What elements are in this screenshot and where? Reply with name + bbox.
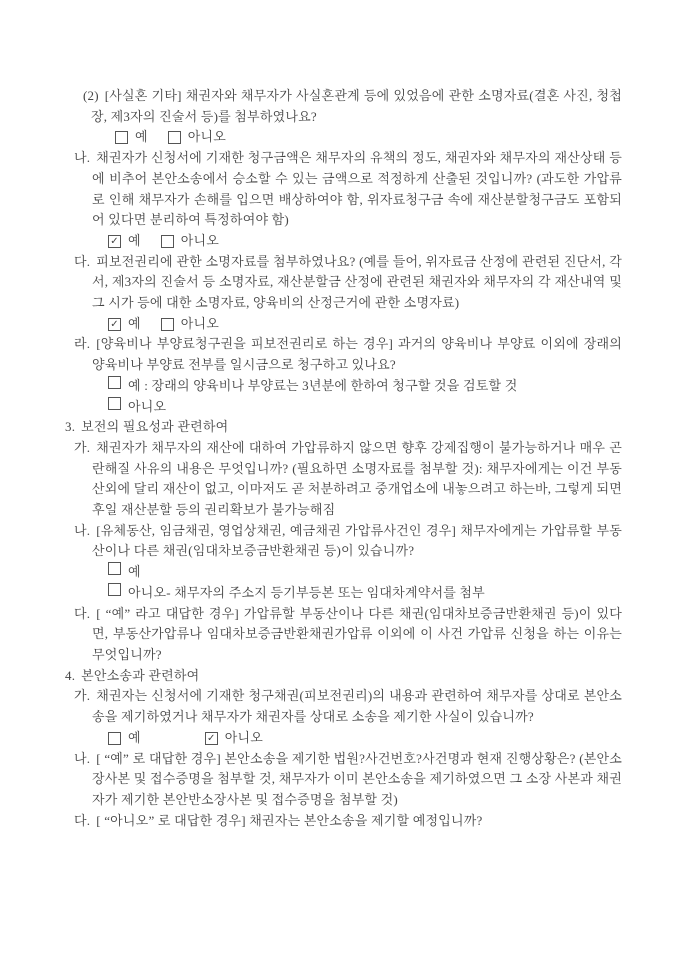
option-no[interactable] — [108, 397, 166, 418]
checkbox-row — [0, 728, 680, 749]
question-item-ra-child-support — [0, 334, 680, 375]
section-number: 3. — [65, 419, 76, 435]
option-label: 아니오 — [187, 129, 227, 145]
checkbox-line — [0, 562, 680, 583]
question-item-da-supporting-docs — [0, 252, 680, 314]
item-label: 라. — [74, 336, 91, 352]
option-yes[interactable] — [108, 562, 141, 583]
question-item-da-if-yes-reason — [0, 604, 680, 666]
checkbox-icon[interactable] — [108, 562, 121, 575]
question-item-na-other-assets — [0, 521, 680, 562]
checkbox-icon[interactable] — [161, 235, 174, 248]
question-item-na-claim-amount — [0, 148, 680, 231]
option-no[interactable] — [205, 728, 263, 749]
checkbox-icon[interactable] — [108, 583, 121, 596]
checkbox-icon[interactable] — [168, 131, 181, 144]
option-no[interactable] — [108, 583, 485, 604]
section-heading-4 — [0, 666, 680, 687]
option-no[interactable] — [168, 127, 226, 148]
checkbox-icon[interactable] — [108, 376, 121, 389]
checkbox-line — [0, 397, 680, 418]
option-label: 아니오 — [180, 315, 220, 331]
item-text: [유체동산, 임금채권, 영업상채권, 예금채권 가압류사건인 경우] 채무자에게는 가압류할 부동산이나 다른 채권(임대차보증금반환채권 등)이 있습니까? — [92, 522, 622, 559]
item-text: 채권자가 채무자의 재산에 대하여 가압류하지 않으면 향후 강제집행이 불가능하거나 매우 곤란해질 사유의 내용은 무엇입니까? (필요하면 소명자료를 첨부할 것): 채무자에게는 이건 부동산외에 달리 재산이 없고, 이마저도 곧 처분하려고 중개업소에 내놓으려고 하는바, 그렇게 되면 후일 재산분할 등의 권리확보가 불가능해짐 — [92, 439, 622, 518]
item-label: 가. — [74, 688, 91, 704]
checkbox-row — [0, 127, 680, 148]
option-label: 아니오 — [180, 232, 220, 248]
section-number: 4. — [65, 667, 76, 683]
item-label: 나. — [74, 150, 91, 166]
item-text: [ “예” 라고 대답한 경우] 가압류할 부동산이나 다른 채권(임대차보증금반환채권 등)이 있다면, 부동산가압류나 임대차보증금반환채권가압류 이외에 이 사건 가압류 신청을 하는 이유는 무엇입니까? — [92, 605, 622, 662]
option-yes[interactable] — [115, 127, 148, 148]
item-label: 나. — [74, 522, 91, 538]
item-text: [양육비나 부양료청구권을 피보전권리로 하는 경우] 과거의 양육비나 부양료 이외에 장래의 양육비나 부양료 전부를 일시금으로 청구하고 있나요? — [92, 336, 622, 373]
checkbox-row — [0, 231, 680, 252]
section-heading-3 — [0, 417, 680, 438]
option-yes[interactable] — [108, 376, 517, 397]
question-item-2-fact-marriage — [0, 86, 680, 127]
checkbox-icon[interactable] — [108, 732, 121, 745]
checkbox-icon[interactable] — [108, 397, 121, 410]
checkbox-icon[interactable] — [115, 131, 128, 144]
item-label: 다. — [74, 605, 91, 621]
checkbox-icon[interactable] — [161, 318, 174, 331]
item-text: 채권자가 신청서에 기재한 청구금액은 채무자의 유책의 정도, 채권자와 채무자의 재산상태 등에 비추어 본안소송에서 승소할 수 있는 금액으로 적정하게 산출된 것입니까? (과도한 가압류로 인해 채무자가 손해를 입으면 배상하여야 함, 위자료청구금 속에 재산분할청구금도 포함되어 있다면 분리하여 특정하여야 함) — [92, 150, 622, 228]
option-label: 예 : 장래의 양육비나 부양료는 3년분에 한하여 청구할 것을 검토할 것 — [128, 377, 518, 393]
item-text: 피보전권리에 관한 소명자료를 첨부하였나요? (예를 들어, 위자료금 산정에 관련된 진단서, 각서, 제3자의 진술서 등 소명자료, 재산분할금 산정에 관련된 채권자와 채무자의 각 재산내역 및 그 시가 등에 대한 소명자료, 양육비의 산정근거에 관한 소명자료) — [92, 253, 622, 311]
item-label: (2) — [83, 88, 99, 103]
checkbox-row — [0, 314, 680, 335]
checkbox-line — [0, 583, 680, 604]
item-label: 다. — [74, 812, 91, 828]
option-yes[interactable] — [108, 231, 141, 252]
option-label: 아니오 — [224, 729, 264, 745]
checkbox-icon-checked[interactable]: ✓ — [205, 732, 218, 745]
item-text: [ “아니오” 로 대답한 경우] 채권자는 본안소송을 제기할 예정입니까? — [96, 812, 483, 828]
option-label: 아니오 — [128, 398, 167, 414]
option-label: 아니오- 채무자의 주소지 등기부등본 또는 임대차계약서를 첨부 — [128, 584, 485, 600]
option-yes[interactable] — [108, 314, 141, 335]
item-text: 채권자는 신청서에 기재한 청구채권(피보전권리)의 내용과 관련하여 채무자를 상대로 본안소송을 제기하였거나 채무자가 채권자를 상대로 소송을 제기한 사실이 있습니까? — [92, 688, 622, 725]
item-label: 나. — [74, 750, 91, 766]
section-title: 보전의 필요성과 관련하여 — [81, 419, 229, 435]
question-item-da-if-no-plan — [0, 811, 680, 832]
item-label: 가. — [74, 439, 91, 455]
checkbox-icon-checked[interactable]: ✓ — [108, 235, 121, 248]
option-label: 예 — [128, 729, 141, 745]
section-title: 본안소송과 관련하여 — [81, 667, 200, 683]
question-item-ga-main-lawsuit — [0, 686, 680, 727]
option-no[interactable] — [161, 314, 219, 335]
option-yes[interactable] — [108, 728, 141, 749]
option-label: 예 — [135, 129, 148, 145]
item-text: [사실혼 기타] 채권자와 채무자가 사실혼관계 등에 있었음에 관한 소명자료(결혼 사진, 청첩장, 제3자의 진술서 등)를 첨부하였나요? — [91, 88, 622, 124]
item-label: 다. — [74, 253, 91, 269]
checkbox-icon-checked[interactable]: ✓ — [108, 318, 121, 331]
option-no[interactable] — [161, 231, 219, 252]
checkbox-line — [0, 376, 680, 397]
option-label: 예 — [128, 315, 141, 331]
item-text: [ “예” 로 대답한 경우] 본안소송을 제기한 법원?사건번호?사건명과 현재 진행상황은? (본안소장사본 및 접수증명을 첨부할 것, 채무자가 이미 본안소송을 제기하였으면 그 소장 사본과 채권자가 제기한 본안반소장사본 및 접수증명을 첨부할 것) — [92, 750, 622, 807]
option-label: 예 — [128, 232, 141, 248]
question-item-na-if-yes-court — [0, 749, 680, 811]
option-label: 예 — [128, 564, 141, 580]
question-item-ga-necessity-reason — [0, 438, 680, 521]
